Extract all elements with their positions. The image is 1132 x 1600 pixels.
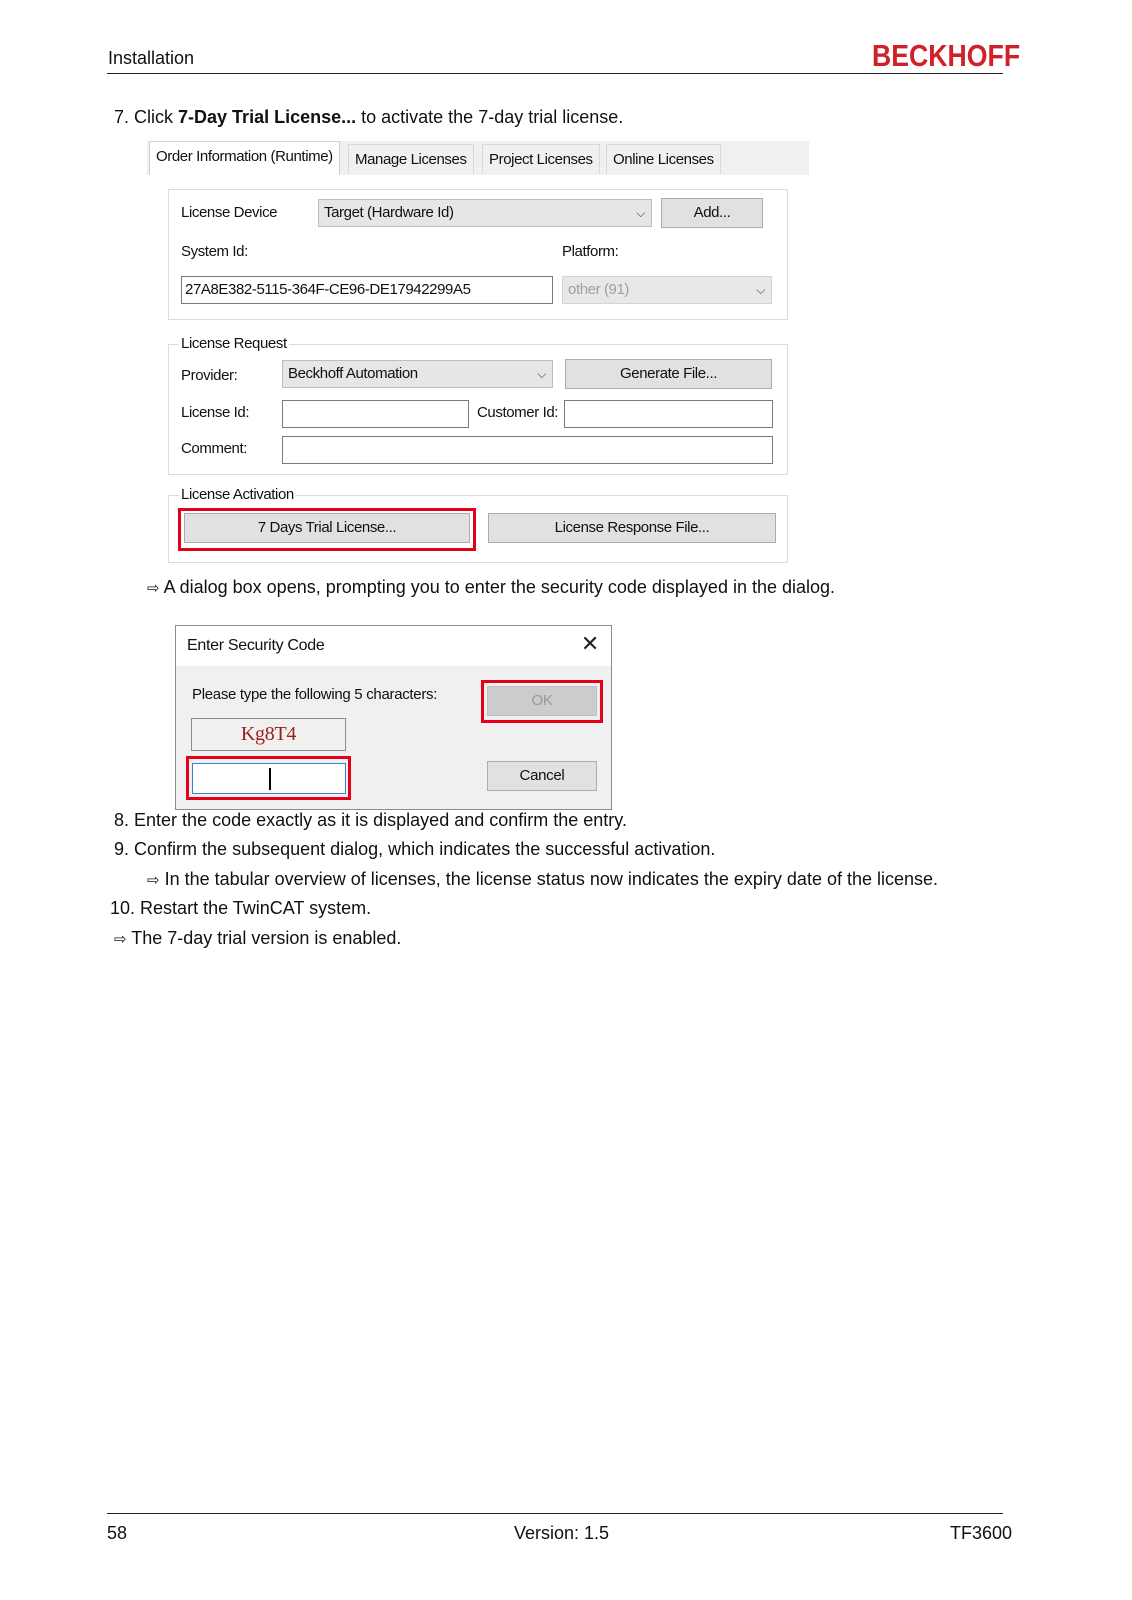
step-number: 9. bbox=[114, 839, 130, 859]
provider-label: Provider: bbox=[181, 367, 238, 384]
license-panel-screenshot bbox=[147, 141, 809, 574]
license-response-file-button[interactable]: License Response File... bbox=[488, 513, 776, 543]
license-device-select[interactable] bbox=[318, 199, 652, 227]
step-8 bbox=[114, 809, 627, 831]
trial-license-button[interactable]: 7 Days Trial License... bbox=[184, 513, 470, 543]
license-activation-group bbox=[168, 486, 788, 563]
platform-select bbox=[562, 276, 772, 304]
input-highlight-frame bbox=[186, 756, 351, 800]
chevron-down-icon: ⌵ bbox=[537, 367, 546, 381]
step-number: 10. bbox=[110, 898, 136, 918]
result-text: The 7-day trial version is enabled. bbox=[131, 928, 402, 948]
ok-button[interactable]: OK bbox=[487, 686, 597, 716]
step-9 bbox=[114, 838, 715, 860]
final-result bbox=[114, 927, 401, 950]
ok-highlight-frame bbox=[481, 680, 603, 723]
add-button[interactable]: Add... bbox=[661, 198, 763, 228]
step-10 bbox=[110, 897, 371, 919]
result-text: A dialog box opens, prompting you to enter the security code displayed in the dialog. bbox=[163, 577, 836, 597]
footer-rule bbox=[107, 1513, 1003, 1514]
license-id-label: License Id: bbox=[181, 404, 250, 421]
comment-field[interactable] bbox=[282, 436, 773, 464]
license-device-label: License Device bbox=[181, 204, 278, 221]
dialog-titlebar bbox=[176, 626, 611, 666]
device-group bbox=[168, 189, 788, 320]
step-number: 8. bbox=[114, 810, 130, 830]
license-request-title: License Request bbox=[181, 335, 287, 352]
generate-file-button[interactable]: Generate File... bbox=[565, 359, 772, 389]
step-7-result bbox=[147, 576, 835, 599]
highlight-frame bbox=[178, 508, 476, 551]
page-number: 58 bbox=[107, 1523, 128, 1543]
step-number: 7. bbox=[114, 107, 130, 127]
tab-manage-licenses[interactable]: Manage Licenses bbox=[348, 144, 474, 174]
result-text: In the tabular overview of licenses, the license status now indicates the expiry date of the license. bbox=[164, 869, 939, 889]
result-arrow-icon: ⇨ bbox=[147, 871, 160, 889]
security-code-display: Kg8T4 bbox=[191, 718, 346, 751]
chevron-down-icon: ⌵ bbox=[756, 283, 765, 297]
step-9-result bbox=[147, 868, 938, 891]
platform-value: other (91) bbox=[568, 281, 630, 298]
result-arrow-icon: ⇨ bbox=[114, 930, 127, 948]
tab-order-information[interactable]: Order Information (Runtime) bbox=[149, 141, 340, 176]
step-text: Confirm the subsequent dialog, which indicates the successful activation. bbox=[134, 839, 716, 859]
step-text: Enter the code exactly as it is displayed and confirm the entry. bbox=[134, 810, 627, 830]
system-id-label: System Id: bbox=[181, 243, 248, 260]
license-request-group bbox=[168, 335, 788, 475]
step-text-bold: 7-Day Trial License... bbox=[178, 107, 357, 127]
close-icon[interactable]: ✕ bbox=[580, 632, 599, 657]
comment-label: Comment: bbox=[181, 440, 247, 457]
security-code-dialog bbox=[175, 625, 612, 810]
platform-label: Platform: bbox=[562, 243, 619, 260]
customer-id-field[interactable] bbox=[564, 400, 773, 428]
step-text-pre: Click bbox=[134, 107, 179, 127]
step-text: Restart the TwinCAT system. bbox=[140, 898, 372, 918]
cancel-button[interactable]: Cancel bbox=[487, 761, 597, 791]
version-label: Version: 1.5 bbox=[514, 1523, 610, 1543]
beckhoff-logo: BECKHOFF bbox=[872, 38, 1021, 73]
header-rule bbox=[107, 73, 1003, 74]
step-7 bbox=[114, 106, 623, 128]
tab-content bbox=[147, 175, 809, 574]
license-device-value: Target (Hardware Id) bbox=[324, 204, 454, 221]
product-code: TF3600 bbox=[950, 1523, 1013, 1543]
header-section-title: Installation bbox=[108, 48, 195, 68]
license-id-field[interactable] bbox=[282, 400, 469, 428]
provider-select[interactable] bbox=[282, 360, 553, 388]
customer-id-label: Customer Id: bbox=[477, 404, 559, 421]
license-activation-title: License Activation bbox=[181, 486, 294, 503]
tab-project-licenses[interactable]: Project Licenses bbox=[482, 144, 600, 174]
step-text-post: to activate the 7-day trial license. bbox=[356, 107, 624, 127]
chevron-down-icon: ⌵ bbox=[636, 206, 645, 220]
dialog-prompt: Please type the following 5 characters: bbox=[192, 686, 438, 703]
tab-bar bbox=[147, 141, 809, 176]
provider-value: Beckhoff Automation bbox=[288, 365, 418, 382]
result-arrow-icon: ⇨ bbox=[147, 579, 160, 597]
system-id-field[interactable]: 27A8E382-5115-364F-CE96-DE17942299A5 bbox=[181, 276, 553, 304]
dialog-title: Enter Security Code bbox=[187, 637, 325, 654]
tab-online-licenses[interactable]: Online Licenses bbox=[606, 144, 721, 174]
